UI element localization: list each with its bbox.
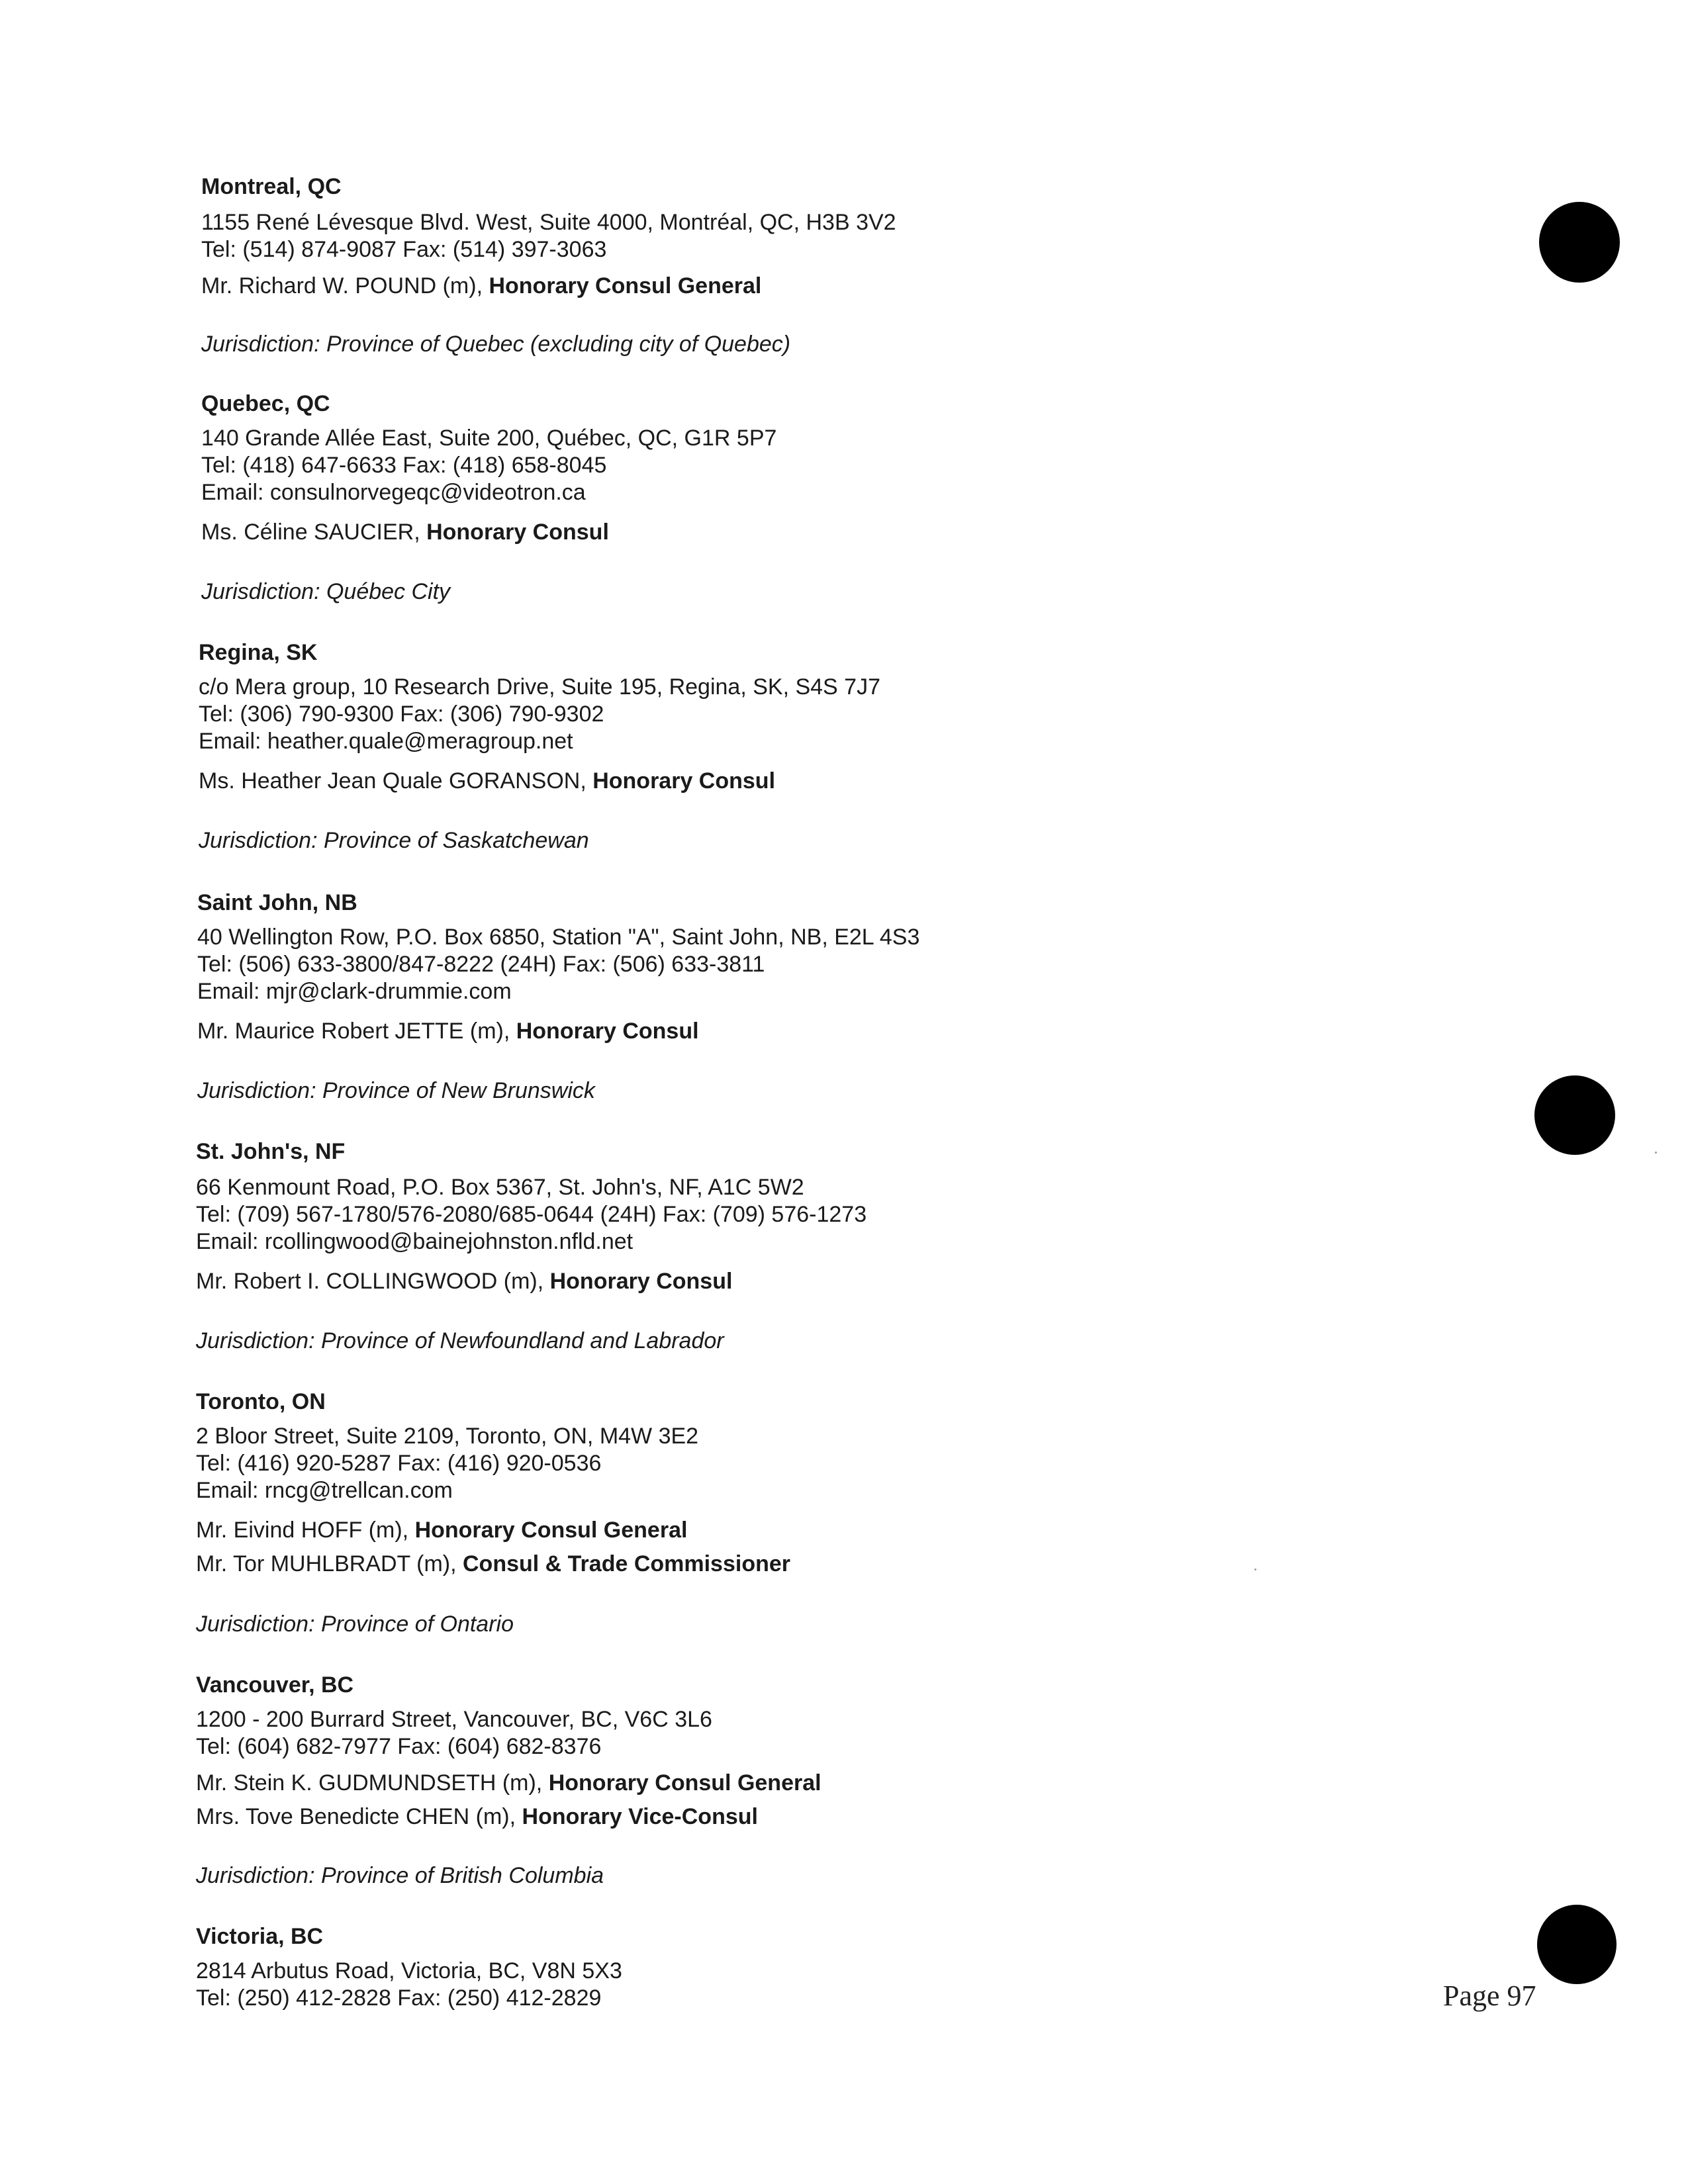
jurisdiction-label: Jurisdiction: [196,1863,315,1888]
official-name: Mr. Robert I. COLLINGWOOD (m), [196,1269,550,1294]
punch-hole [1534,1075,1615,1155]
jurisdiction-value: Province of Newfoundland and Labrador [320,1328,724,1353]
official-name: Mr. Stein K. GUDMUNDSETH (m), [196,1770,549,1796]
entry-email: Email: rncg@trellcan.com [196,1478,453,1503]
entry-phone: Tel: (250) 412-2828 Fax: (250) 412-2829 [196,1985,602,2011]
jurisdiction-value: Province of Ontario [320,1612,514,1637]
official-name: Mr. Eivind HOFF (m), [196,1518,415,1543]
entry-city: Montreal, QC [201,174,342,199]
jurisdiction-value: Province of New Brunswick [322,1078,595,1103]
entry-address: 2 Bloor Street, Suite 2109, Toronto, ON, M4W 3E2 [196,1424,699,1449]
entry-official [197,1018,699,1044]
scan-speck [1655,1152,1657,1154]
entry-jurisdiction [196,1328,724,1354]
entry-official [196,1770,821,1796]
entry-jurisdiction [201,578,450,605]
official-title: Honorary Consul General [414,1518,688,1543]
entry-email: Email: rcollingwood@bainejohnston.nfld.net [196,1229,633,1254]
official-name: Ms. Céline SAUCIER, [201,520,427,545]
entry-email: Email: mjr@clark-drummie.com [197,979,512,1004]
jurisdiction-value: Province of Quebec (excluding city of Quebec) [326,332,791,357]
official-title: Honorary Consul General [548,1770,821,1796]
punch-hole [1539,202,1620,283]
entry-official [201,273,761,299]
entry-email: Email: consulnorvegeqc@videotron.ca [201,480,586,505]
scan-speck [1254,1569,1256,1570]
entry-city: Regina, SK [199,640,318,665]
official-title: Honorary Consul [516,1019,699,1044]
entry-official [196,1268,732,1295]
official-name: Mr. Tor MUHLBRADT (m), [196,1551,463,1576]
official-name: Ms. Heather Jean Quale GORANSON, [199,768,593,794]
jurisdiction-label: Jurisdiction: [197,1078,316,1103]
entry-city: Saint John, NB [197,890,357,915]
jurisdiction-value: Province of British Columbia [320,1863,604,1888]
jurisdiction-label: Jurisdiction: [196,1612,315,1637]
page-number: Page 97 [1443,1979,1536,2012]
entry-city: Vancouver, BC [196,1672,354,1698]
official-title: Honorary Consul [549,1269,733,1294]
entry-jurisdiction [199,827,589,854]
entry-city: Quebec, QC [201,391,330,416]
entry-phone: Tel: (416) 920-5287 Fax: (416) 920-0536 [196,1451,602,1476]
entry-phone: Tel: (306) 790-9300 Fax: (306) 790-9302 [199,702,604,727]
entry-address: c/o Mera group, 10 Research Drive, Suite 195, Regina, SK, S4S 7J7 [199,674,880,700]
entry-address: 66 Kenmount Road, P.O. Box 5367, St. John's, NF, A1C 5W2 [196,1175,804,1200]
entry-address: 2814 Arbutus Road, Victoria, BC, V8N 5X3 [196,1958,622,1983]
entry-phone: Tel: (418) 647-6633 Fax: (418) 658-8045 [201,453,607,478]
jurisdiction-label: Jurisdiction: [201,579,320,604]
entry-city: St. John's, NF [196,1139,346,1164]
entry-jurisdiction [196,1862,604,1889]
entry-city: Toronto, ON [196,1389,326,1414]
entry-official [196,1803,758,1830]
official-name: Mr. Richard W. POUND (m), [201,273,489,298]
entry-official [201,519,609,545]
entry-city: Victoria, BC [196,1924,324,1949]
official-title: Honorary Consul General [489,273,762,298]
jurisdiction-value: Québec City [326,579,451,604]
entry-address: 1155 René Lévesque Blvd. West, Suite 4000, Montréal, QC, H3B 3V2 [201,210,896,235]
entry-phone: Tel: (506) 633-3800/847-8222 (24H) Fax: (506) 633-3811 [197,952,765,977]
entry-email: Email: heather.quale@meragroup.net [199,729,573,754]
entry-address: 1200 - 200 Burrard Street, Vancouver, BC, V6C 3L6 [196,1707,712,1732]
official-name: Mr. Maurice Robert JETTE (m), [197,1019,516,1044]
official-title: Consul & Trade Commissioner [463,1551,790,1576]
entry-phone: Tel: (604) 682-7977 Fax: (604) 682-8376 [196,1734,602,1759]
official-name: Mrs. Tove Benedicte CHEN (m), [196,1804,522,1829]
official-title: Honorary Consul [426,520,609,545]
entry-address: 40 Wellington Row, P.O. Box 6850, Station "A", Saint John, NB, E2L 4S3 [197,925,920,950]
entry-jurisdiction [196,1611,514,1637]
entry-official [199,768,775,794]
jurisdiction-value: Province of Saskatchewan [323,828,589,853]
entry-official [196,1517,687,1543]
entry-jurisdiction [201,331,790,357]
entry-phone: Tel: (709) 567-1780/576-2080/685-0644 (24H) Fax: (709) 576-1273 [196,1202,867,1227]
jurisdiction-label: Jurisdiction: [199,828,318,853]
entry-phone: Tel: (514) 874-9087 Fax: (514) 397-3063 [201,237,607,262]
official-title: Honorary Consul [592,768,776,794]
entry-address: 140 Grande Allée East, Suite 200, Québec, QC, G1R 5P7 [201,426,777,451]
entry-jurisdiction [197,1077,595,1104]
punch-hole [1537,1905,1617,1984]
entry-official [196,1551,790,1577]
jurisdiction-label: Jurisdiction: [201,332,320,357]
official-title: Honorary Vice-Consul [522,1804,758,1829]
jurisdiction-label: Jurisdiction: [196,1328,315,1353]
